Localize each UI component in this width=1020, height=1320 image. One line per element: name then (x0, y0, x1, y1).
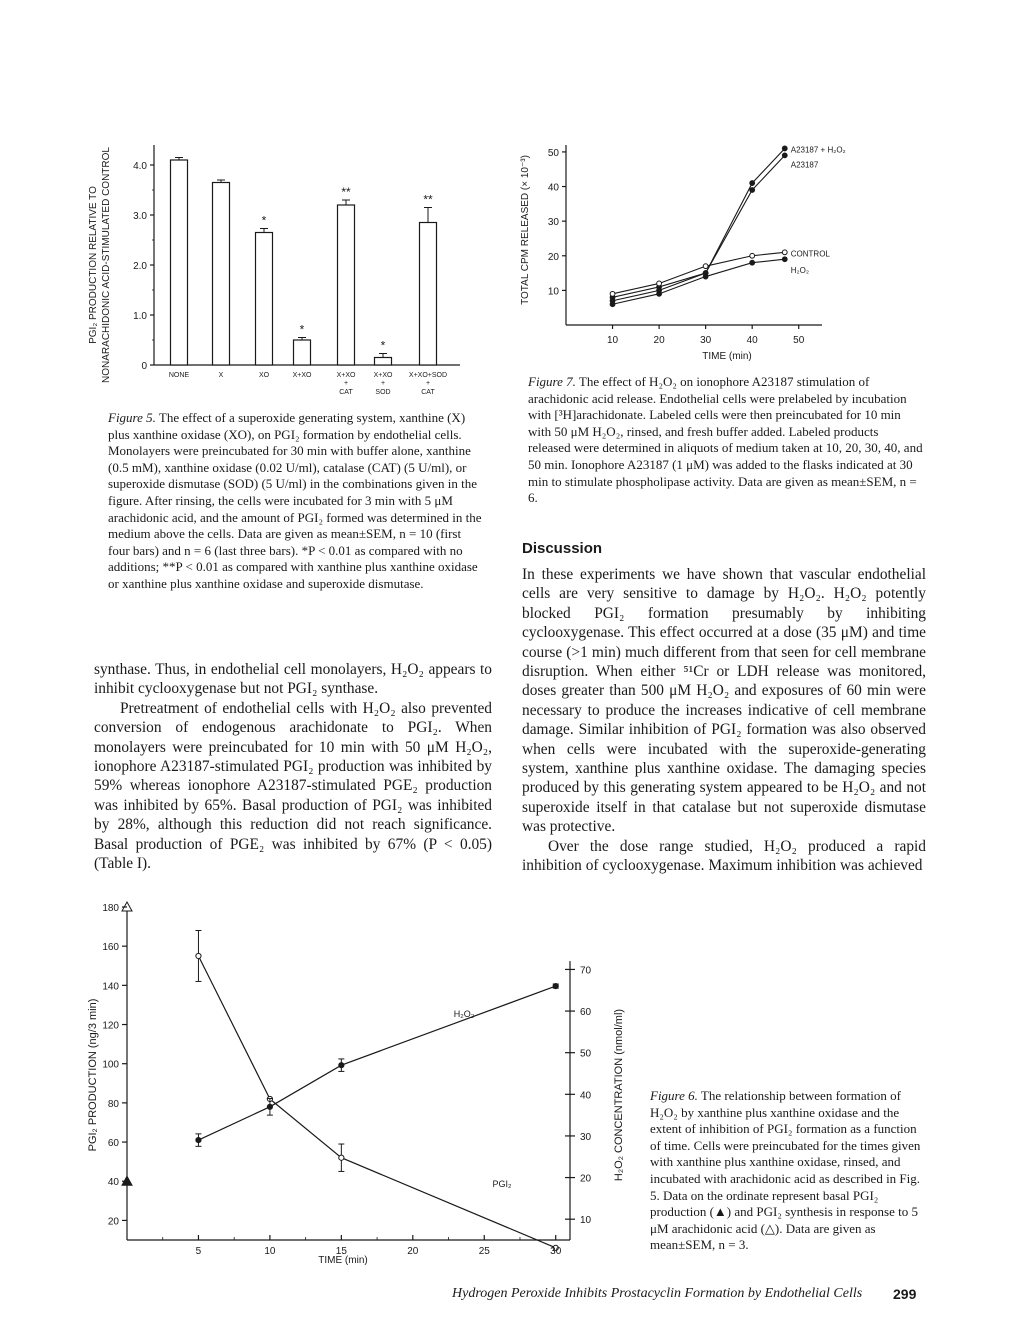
figure7-data-point (703, 274, 708, 279)
figure7-series-label: CONTROL (790, 249, 830, 259)
figure5-category-label: X+XO (292, 372, 312, 379)
figure6-xtick-label: 15 (335, 1246, 347, 1257)
figure7-data-point (750, 260, 755, 265)
figure6-data-point (196, 1138, 201, 1143)
discussion-heading: Discussion (522, 540, 603, 557)
figure6-ylabel-right: H₂O₂ CONCENTRATION (nmol/ml) (613, 1008, 625, 1182)
figure6-ytick-right-label: 50 (580, 1048, 592, 1060)
figure5-bar (375, 358, 392, 366)
figure6-ytick-label: 80 (107, 1098, 119, 1110)
figure5-caption-label: Figure 5. (108, 410, 156, 425)
figure6-ytick-label: 40 (107, 1177, 119, 1189)
figure6-series-line (198, 956, 555, 1248)
figure5-category-plus: + (425, 380, 431, 387)
figure5-category-label: X+XO (336, 372, 356, 379)
figure5-category-label-line2: SOD (375, 389, 391, 396)
figure7-ytick-label: 40 (547, 182, 559, 194)
left-paragraph-2: Pretreatment of endothelial cells with H₂O₂ also prevented conversion of endogenous arachidonate to PGI₂. When monolayers were preincubated for 10 min with 50 μM H₂O₂, ionophore A23187-stimulated PGI₂ production was inhibited by 59% whereas ionophore A23187-stimulated PGE₂ production was inhibited by 65%. Basal production of PGI₂ was inhibited by 28%, although this reduction did not reach significance. Basal production of PGE₂ was inhibited by 67% (P < 0.05) (Table I). (94, 699, 492, 873)
figure7-ytick-label: 10 (547, 286, 559, 298)
discussion-paragraph-1: In these experiments we have shown that vascular endothelial cells are very sensitive to damage by H₂O₂. H₂O₂ potently blocked PGI₂ formation presumably by inhibiting cyclooxygenase. This effect occurred at a dose (35 μM) and time course (>1 min) much different from that seen for cell membrane disruption. When either ⁵¹Cr or LDH release was monitored, doses greater than 500 μM H₂O₂ and exposures of 60 min were necessary to produce the increases indicative of cell membrane damage. Similar inhibition of PGI₂ formation was also observed when cells were incubated with the superoxide-generating system, xanthine plus xanthine oxidase. The damaging species produced by this generating system appeared to be H₂O₂ and not superoxide itself in that catalase but not superoxide dismutase was protective. (522, 566, 926, 836)
figure6-series-label: H₂O₂ (453, 1009, 475, 1019)
figure7-data-point (782, 146, 787, 151)
running-title: Hydrogen Peroxide Inhibits Prostacyclin Formation by Endothelial Cells (452, 1286, 863, 1301)
figure5-bar (420, 223, 437, 366)
figure6-xtick-label: 10 (264, 1246, 276, 1257)
figure6-caption-label: Figure 6. (650, 1088, 698, 1103)
figure6-caption-text: The relationship between formation of H₂O₂ by xanthine plus xanthine oxidase and the extent of inhibition of PGI₂ formation as a function of time. Cells were preincubated for the times given with xanthine plus xanthine oxidase, rinsed, and incubated with arachidonic acid as described in Fig. 5. Data on the ordinate represent basal PGI₂ production (▲) and PGI₂ synthesis in response to 5 μM arachidonic acid (△). Data are given as mean±SEM, n = 3. (650, 1088, 921, 1253)
figure7-xtick-label: 40 (746, 335, 758, 346)
figure5-ytick-label: 0 (141, 361, 147, 372)
figure7-xtick-label: 30 (700, 335, 712, 346)
figure6-ytick-right-label: 40 (580, 1090, 592, 1102)
figure7-data-point (610, 291, 615, 296)
figure6-xtick-label: 25 (478, 1246, 490, 1257)
figure5-category-label-line2: CAT (421, 389, 435, 396)
figure6-xtick-label: 20 (407, 1246, 419, 1257)
figure6-ytick-right-label: 10 (580, 1215, 592, 1227)
figure7-xtick-label: 20 (653, 335, 665, 346)
figure5-bar (171, 160, 188, 365)
figure7-series-line (613, 259, 785, 304)
figure5-ylabel: PGI₂ PRODUCTION RELATIVE TO (88, 186, 99, 344)
figure6-ytick-label: 180 (102, 903, 119, 914)
figure7-caption (528, 374, 924, 507)
figure7-series-label: A23187 + H₂O₂ (790, 145, 846, 155)
figure5-caption (108, 410, 484, 593)
page-number: 299 (893, 1286, 917, 1302)
figure7-series-line (613, 148, 785, 297)
figure6-ytick-label: 140 (102, 981, 119, 993)
figure6-ylabel: PGI₂ PRODUCTION (ng/3 min) (87, 998, 99, 1152)
figure5-ytick-label: 4.0 (133, 161, 147, 172)
figure5-bar (213, 183, 230, 366)
figure7-xlabel: TIME (min) (702, 351, 752, 362)
discussion-section (522, 540, 926, 876)
figure5-significance-mark: * (380, 338, 386, 353)
figure5-significance-mark: * (261, 213, 267, 228)
figure5-category-label: XO (258, 372, 270, 379)
figure6-ytick-label: 160 (102, 942, 119, 954)
figure6-caption (650, 1088, 922, 1254)
figure6-ytick-right-label: 60 (580, 1007, 592, 1019)
figure7-data-point (782, 257, 787, 262)
figure5-category-label: X+XO+SOD (408, 372, 448, 379)
figure5-category-label-line2: CAT (339, 389, 353, 396)
figure7-xtick-label: 10 (606, 335, 619, 346)
figure7-data-point (782, 153, 787, 158)
figure5-ylabel-line2: NONARACHIDONIC ACID-STIMULATED CONTROL (101, 147, 112, 383)
figure5-category-plus: + (380, 380, 386, 387)
figure5-category-label: X+XO (373, 372, 393, 379)
figure5-category-label: NONE (168, 372, 190, 379)
figure6-xtick-label: 30 (550, 1246, 562, 1257)
figure6-xlabel: TIME (min) (318, 1255, 368, 1266)
figure6-data-point (339, 1063, 344, 1068)
figure7-caption-label: Figure 7. (528, 374, 576, 389)
figure7-data-point (657, 291, 662, 296)
figure5-significance-mark: ** (423, 192, 433, 207)
figure6-xtick-label: 5 (195, 1246, 202, 1257)
figure6-data-point (267, 1104, 272, 1109)
figure5-significance-mark: * (299, 322, 305, 337)
figure7-caption-text: The effect of H₂O₂ on ionophore A23187 stimulation of arachidonic acid release. Endothelial cells were prelabeled by incubation with [³H]arachidonate. Labeled cells were then preincubated for 10 min with 50 μM H₂O₂, rinsed, and fresh buffer added. Labeled products released were determined in aliquots of medium taken at 10, 20, 30, 40, and 50 min. Ionophore A23187 (1 μM) was added to the flasks indicated at 30 min to stimulate phospholipase activity. Data are given as mean±SEM, n = 6. (528, 374, 923, 506)
figure5-bar (256, 233, 273, 366)
figure7-ytick-label: 50 (547, 147, 559, 159)
figure5-caption-text: The effect of a superoxide generating system, xanthine (X) plus xanthine oxidase (XO), on PGI₂ formation by endothelial cells. Monolayers were preincubated for 30 min with buffer alone, xanthine (0.5 mM), xanthine oxidase (0.02 U/ml), catalase (CAT) (5 U/ml), or superoxide dismutase (SOD) (5 U/ml) in the combinations given in the figure. After rinsing, the cells were incubated for 3 min with 5 μM arachidonic acid, and the amount of PGI₂ formed was determined in the medium above the cells. Data are given as mean±SEM, n = 10 (first four bars) and n = 6 (last three bars). *P < 0.01 as compared with no additions; **P < 0.01 as compared with xanthine plus xanthine oxidase or xanthine plus xanthine oxidase and superoxide dismutase. (108, 410, 482, 591)
figure7-data-point (703, 264, 708, 269)
figure7-data-point (750, 188, 755, 193)
figure6-ytick-right-label: 70 (580, 965, 592, 977)
figure6-ytick-right-label: 30 (580, 1131, 592, 1143)
figure5-ytick-label: 3.0 (133, 211, 147, 222)
figure7-data-point (750, 253, 755, 258)
figure6-data-point (553, 983, 558, 988)
figure7-ylabel: TOTAL CPM RELEASED (× 10⁻³) (520, 155, 531, 305)
figure5-ytick-label: 2.0 (133, 261, 147, 272)
figure7-series-label: H₂O₂ (790, 266, 809, 276)
figure6-ytick-right-label: 20 (580, 1173, 592, 1185)
figure7-data-point (610, 302, 615, 307)
left-paragraph-1: synthase. Thus, in endothelial cell monolayers, H₂O₂ appears to inhibit cyclooxygenase but not PGI₂ synthase. (94, 661, 492, 698)
figure6-chart (80, 895, 640, 1280)
figure7-ytick-label: 20 (547, 251, 559, 263)
figure7-data-point (750, 181, 755, 186)
figure5-category-label: X (218, 372, 224, 379)
figure5-category-plus: + (343, 380, 349, 387)
left-column-text (94, 660, 492, 873)
figure5-ytick-label: 1.0 (133, 311, 147, 322)
figure5-significance-mark: ** (341, 185, 351, 199)
figure6-series-label: PGI₂ (492, 1179, 512, 1189)
figure6-ytick-label: 20 (107, 1216, 119, 1228)
figure5-bar (294, 340, 311, 365)
figure7-ytick-label: 30 (547, 217, 559, 229)
figure6-data-point (196, 953, 201, 958)
figure7-series-line (613, 252, 785, 294)
figure6-data-point (339, 1155, 344, 1160)
figure7-chart (512, 135, 912, 365)
figure6-ytick-label: 60 (107, 1138, 119, 1150)
figure5-bar (338, 205, 355, 365)
figure6-ytick-label: 100 (102, 1059, 119, 1071)
figure6-ytick-label: 120 (102, 1020, 119, 1032)
figure7-data-point (782, 250, 787, 255)
figure7-xtick-label: 50 (793, 335, 805, 346)
figure7-series-label: A23187 (790, 160, 819, 170)
figure5-chart (80, 135, 480, 396)
figure7-data-point (657, 281, 662, 286)
discussion-paragraph-2: Over the dose range studied, H₂O₂ produced a rapid inhibition of cyclooxygenase. Maximum inhibition was achieved (522, 837, 926, 875)
